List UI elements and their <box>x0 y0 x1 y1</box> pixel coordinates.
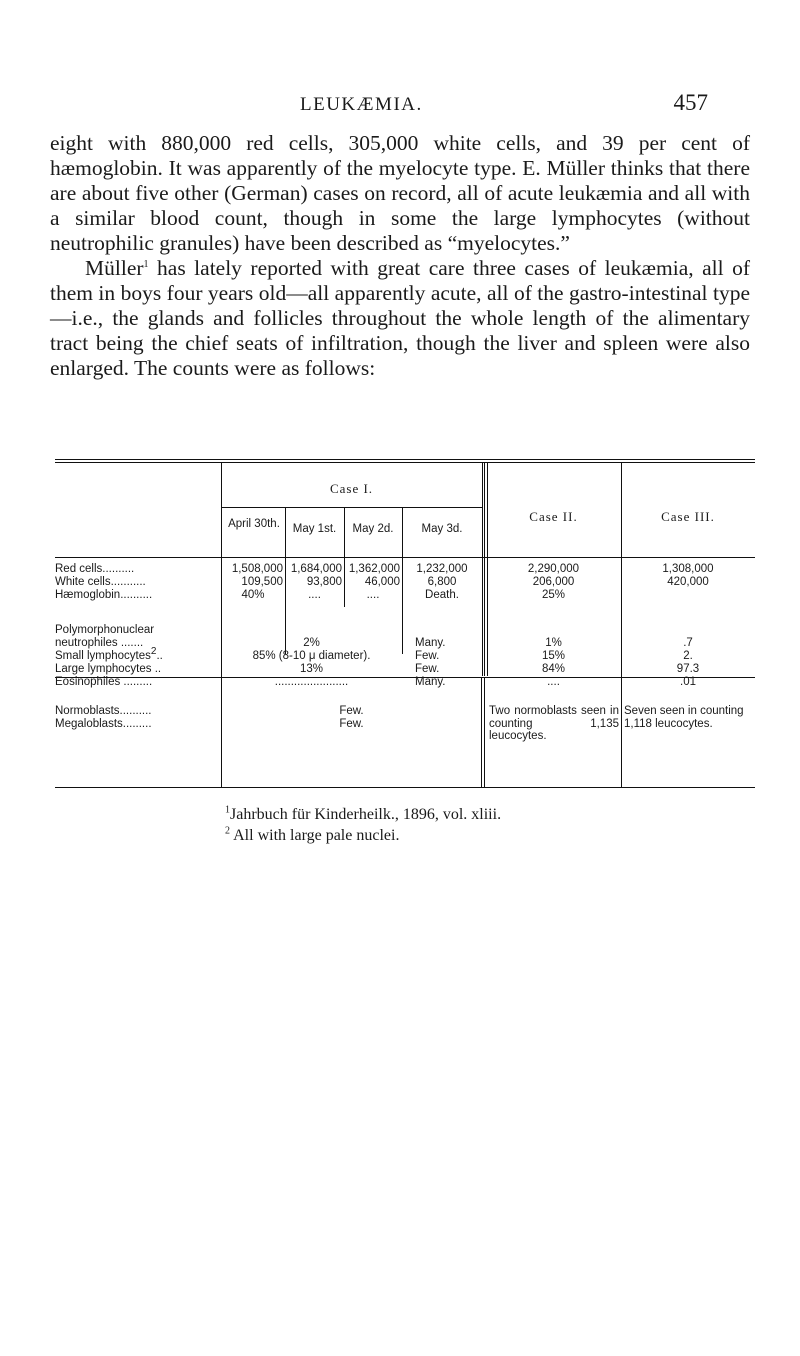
case3-normoblast-note: Seven seen in counting 1,118 leucocytes. <box>624 705 744 730</box>
footnote-ref-2: 2 <box>150 646 157 658</box>
date-may-1: May 1st. <box>292 523 337 535</box>
april-red: 1,508,000 <box>231 563 283 575</box>
case1-megaloblasts: Few. <box>339 718 364 730</box>
case1-header: Case I. <box>329 481 374 496</box>
page-number: 457 <box>673 90 708 115</box>
footnote-1-mark: 1 <box>225 804 230 816</box>
table-bottom-rule <box>55 787 755 788</box>
author-name: Müller <box>85 256 144 280</box>
paragraph-2 <box>50 256 750 381</box>
label-megaloblasts: Megaloblasts......... <box>55 718 152 730</box>
case2-header: Case II. <box>529 509 578 524</box>
footnote-2 <box>225 825 501 846</box>
footnote-1 <box>225 804 501 825</box>
case3-eosin: .01 <box>680 676 696 688</box>
small-lymph-dots: .. <box>156 650 163 662</box>
case2-polymorph: 1% <box>545 637 562 649</box>
footnote-ref-1: 1 <box>143 258 149 270</box>
case2-large-lymph: 84% <box>541 663 566 675</box>
case1-polymorph: 2% <box>303 637 320 649</box>
case3-header: Case III. <box>661 509 715 524</box>
case3-red: 1,308,000 <box>662 563 714 575</box>
case3-white: 420,000 <box>667 576 709 588</box>
case2-small-lymph: 15% <box>541 650 566 662</box>
body-text <box>50 131 750 381</box>
label-eosinophiles: Eosinophiles ......... <box>55 676 153 688</box>
may3-hb: Death. <box>425 589 459 601</box>
case1-large-lymph: 13% <box>299 663 324 675</box>
may3-eosin: Many. <box>415 676 446 688</box>
label-large-lymphocytes: Large lymphocytes .. <box>55 663 162 675</box>
date-april-30: April 30th. <box>228 518 280 530</box>
footnotes <box>225 804 501 846</box>
april-white: 109,500 <box>241 576 283 588</box>
label-small-lymphocytes <box>55 646 163 663</box>
label-neutrophiles: neutrophiles ....... <box>55 637 144 649</box>
case1-small-lymph: 85% (8-10 μ diameter). <box>252 650 371 662</box>
table-top-rule-2 <box>55 462 755 463</box>
case2-normoblast-note: Two normoblasts seen in counting 1,135 leucocytes. <box>489 705 619 742</box>
header-bottom-rule <box>55 557 755 558</box>
case2-hb: 25% <box>541 589 566 601</box>
label-haemoglobin: Hæmoglobin.......... <box>55 589 153 601</box>
paragraph-2-text: has lately reported with great care three cases of leukæmia, all of them in boys four years old—all apparently acute, all of the gastro-intestinal type—i.e., the glands and follicles throughout the whole length of the alimentary tract being the chief seats of infiltration, though the liver and spleen were also enlarged. The counts were as follows: <box>50 256 751 380</box>
may3-small-lymph: Few. <box>415 650 440 662</box>
label-red-cells: Red cells.......... <box>55 563 135 575</box>
case3-polymorph: .7 <box>683 637 693 649</box>
footnote-2-text: All with large pale nuclei. <box>233 827 400 844</box>
may3-polymorph: Many. <box>415 637 446 649</box>
may1-white: 93,800 <box>306 576 342 588</box>
case2-eosin: .... <box>547 676 560 688</box>
may2-hb: .... <box>366 589 380 601</box>
case3-large-lymph: 97.3 <box>676 663 700 675</box>
table-top-rule <box>55 459 755 460</box>
paragraph-1: eight with 880,000 red cells, 305,000 white cells, and 39 per cent of hæmoglobin. It was apparently of the myelocyte type. E. Müller thinks that there are about five other (German) cases on record, all of acute leukæmia and all with a similar blood count, though in some the large lymphocytes (without neutrophilic granules) have been described as “myelocytes.” <box>50 131 750 255</box>
case1-header-rule <box>221 507 482 508</box>
may3-red: 1,232,000 <box>416 563 468 575</box>
blood-count-table <box>55 459 755 789</box>
case2-red: 2,290,000 <box>527 563 580 575</box>
april-hb: 40% <box>241 589 265 601</box>
case2-white: 206,000 <box>532 576 575 588</box>
date-may-3: May 3d. <box>421 523 463 535</box>
case1-eosin: ....................... <box>274 676 349 688</box>
case3-small-lymph: 2. <box>683 650 693 662</box>
may2-white: 46,000 <box>364 576 400 588</box>
page-header <box>0 90 800 124</box>
may1-red: 1,684,000 <box>290 563 342 575</box>
label-column-rule <box>221 462 222 787</box>
label-normoblasts: Normoblasts.......... <box>55 705 152 717</box>
small-lymph-text: Small lymphocytes <box>55 650 151 662</box>
may1-hb: .... <box>308 589 321 601</box>
label-white-cells: White cells........... <box>55 576 146 588</box>
may3-large-lymph: Few. <box>415 663 440 675</box>
may3-white: 6,800 <box>427 576 457 588</box>
running-title: LEUKÆMIA. <box>300 94 423 115</box>
case1-right-rule-lower <box>481 677 485 787</box>
footnote-1-text: Jahrbuch für Kinderheilk., 1896, vol. xliii. <box>230 806 502 823</box>
footnote-2-mark: 2 <box>225 825 230 837</box>
label-polymorphonuclear: Polymorphonuclear <box>55 624 155 636</box>
case1-right-rule <box>482 462 483 676</box>
date-may-2: May 2d. <box>352 523 394 535</box>
case1-normoblasts: Few. <box>339 705 364 717</box>
may2-red: 1,362,000 <box>348 563 400 575</box>
